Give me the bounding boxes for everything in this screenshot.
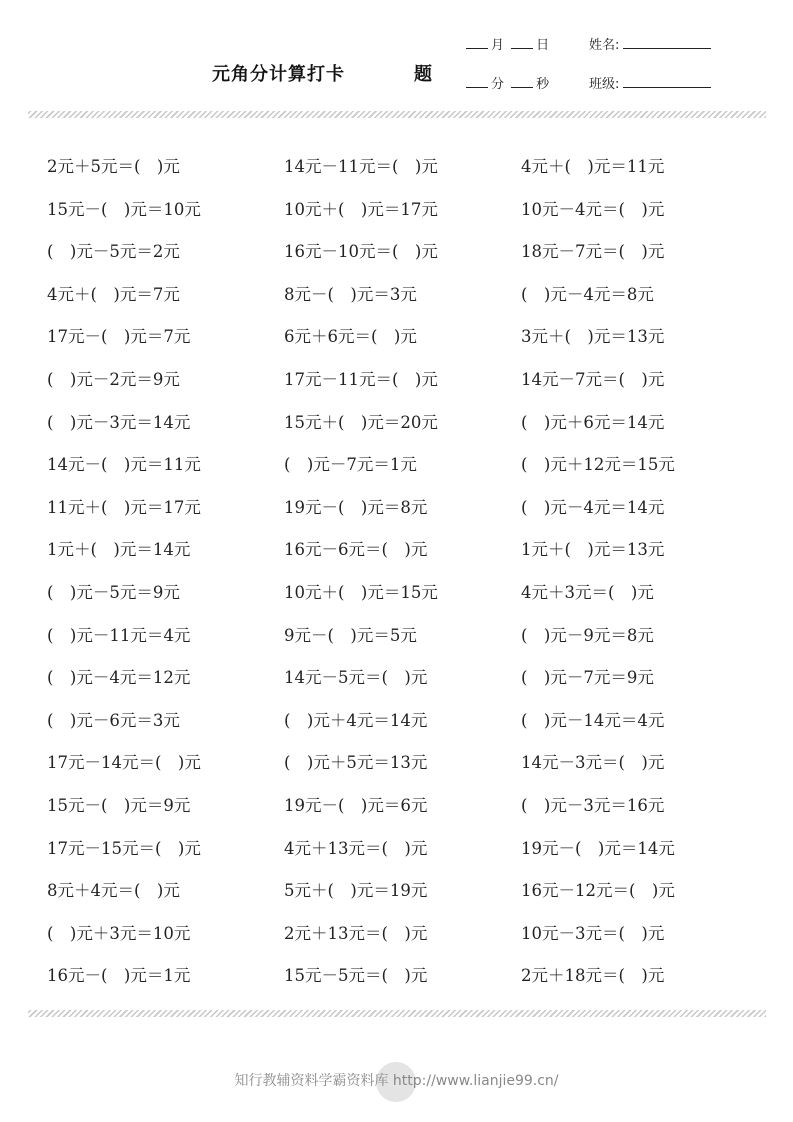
problem-item: 18元－7元＝( )元 [521, 242, 665, 262]
footer-source: 知行教辅资料学霸资料库 http://www.lianjie99.cn/ [234, 1073, 559, 1089]
problem-item: ( )元－4元＝14元 [521, 497, 665, 517]
problem-item: 16元－10元＝( )元 [284, 242, 438, 262]
second-label: 秒 [536, 77, 550, 92]
problem-item: 15元＋( )元＝20元 [284, 412, 438, 432]
problem-item: 16元－12元＝( )元 [521, 881, 675, 901]
problem-grid [47, 146, 747, 998]
problem-item: ( )元＋6元＝14元 [521, 412, 665, 432]
problem-item: ( )元－6元＝3元 [47, 710, 180, 730]
problem-item: ( )元－5元＝2元 [47, 242, 180, 262]
problem-item: 11元＋( )元＝17元 [47, 497, 201, 517]
problem-item: 2元＋13元＝( )元 [284, 923, 428, 943]
problem-item: 4元＋13元＝( )元 [284, 838, 428, 858]
problem-item: 14元－( )元＝11元 [47, 455, 201, 475]
name-field [589, 34, 711, 53]
problem-item: 2元＋5元＝( )元 [47, 157, 180, 176]
problem-item: 10元＋( )元＝17元 [284, 199, 438, 219]
name-label: 姓名: [589, 38, 620, 53]
problem-item: ( )元－3元＝14元 [47, 412, 191, 432]
problem-item: 1元＋( )元＝13元 [521, 540, 665, 560]
problem-item: ( )元＋5元＝13元 [284, 753, 428, 773]
problem-item: ( )元－2元＝9元 [47, 369, 180, 389]
problem-item: ( )元＋12元＝15元 [521, 455, 675, 475]
problem-item: ( )元－5元＝9元 [47, 582, 180, 602]
class-field [589, 73, 711, 92]
day-blank[interactable] [511, 36, 533, 49]
problem-item: ( )元－9元＝8元 [521, 625, 654, 645]
problem-item: 19元－( )元＝8元 [284, 497, 428, 517]
problem-item: 10元－4元＝( )元 [521, 199, 665, 219]
problem-item: ( )元＋3元＝10元 [47, 923, 191, 943]
problem-item: 4元＋( )元＝11元 [521, 157, 665, 176]
problem-item: ( )元－7元＝9元 [521, 668, 654, 688]
second-blank[interactable] [511, 75, 533, 88]
worksheet-title: 元角分计算打卡 [212, 64, 345, 85]
problem-item: 14元－7元＝( )元 [521, 369, 665, 389]
problem-item: ( )元－4元＝8元 [521, 284, 654, 304]
month-label: 月 [491, 38, 505, 53]
class-label: 班级: [589, 77, 620, 92]
problem-item: 17元－14元＝( )元 [47, 753, 201, 773]
problem-count-label: 题 [414, 64, 432, 85]
problem-item: 15元－( )元＝9元 [47, 795, 191, 815]
problem-item: ( )元－14元＝4元 [521, 710, 665, 730]
top-divider [28, 111, 766, 118]
time-field [463, 73, 549, 92]
problem-item: ( )元＋4元＝14元 [284, 710, 428, 730]
problem-item: 15元－( )元＝10元 [47, 199, 201, 219]
date-field [463, 34, 549, 53]
name-blank[interactable] [623, 36, 711, 49]
problem-item: 1元＋( )元＝14元 [47, 540, 191, 560]
problem-item: ( )元－3元＝16元 [521, 795, 665, 815]
minute-label: 分 [491, 77, 505, 92]
problem-item: 9元－( )元＝5元 [284, 625, 417, 645]
problem-item: 17元－11元＝( )元 [284, 369, 438, 389]
problem-item: 16元－( )元＝1元 [47, 966, 191, 986]
day-label: 日 [536, 38, 550, 53]
month-blank[interactable] [466, 36, 488, 49]
problem-item: 17元－15元＝( )元 [47, 838, 201, 858]
problem-item: 14元－11元＝( )元 [284, 157, 438, 176]
minute-blank[interactable] [466, 75, 488, 88]
problem-item: 19元－( )元＝6元 [284, 795, 428, 815]
problem-item: 4元＋( )元＝7元 [47, 284, 180, 304]
problem-item: 14元－5元＝( )元 [284, 668, 428, 688]
problem-item: 6元＋6元＝( )元 [284, 327, 417, 347]
problem-item: 5元＋( )元＝19元 [284, 881, 428, 901]
problem-item: 4元＋3元＝( )元 [521, 582, 654, 602]
problem-item: 10元－3元＝( )元 [521, 923, 665, 943]
problem-item: ( )元－11元＝4元 [47, 625, 191, 645]
problem-item: 3元＋( )元＝13元 [521, 327, 665, 347]
problem-item: ( )元－4元＝12元 [47, 668, 191, 688]
problem-item: ( )元－7元＝1元 [284, 455, 417, 475]
problem-item: 2元＋18元＝( )元 [521, 966, 665, 986]
problem-item: 16元－6元＝( )元 [284, 540, 428, 560]
class-blank[interactable] [623, 75, 711, 88]
problem-item: 14元－3元＝( )元 [521, 753, 665, 773]
problem-item: 8元＋4元＝( )元 [47, 881, 180, 901]
problem-item: 10元＋( )元＝15元 [284, 582, 438, 602]
problem-item: 19元－( )元＝14元 [521, 838, 675, 858]
problem-item: 17元－( )元＝7元 [47, 327, 191, 347]
problem-item: 8元－( )元＝3元 [284, 284, 417, 304]
bottom-divider [28, 1010, 766, 1017]
problem-item: 15元－5元＝( )元 [284, 966, 428, 986]
